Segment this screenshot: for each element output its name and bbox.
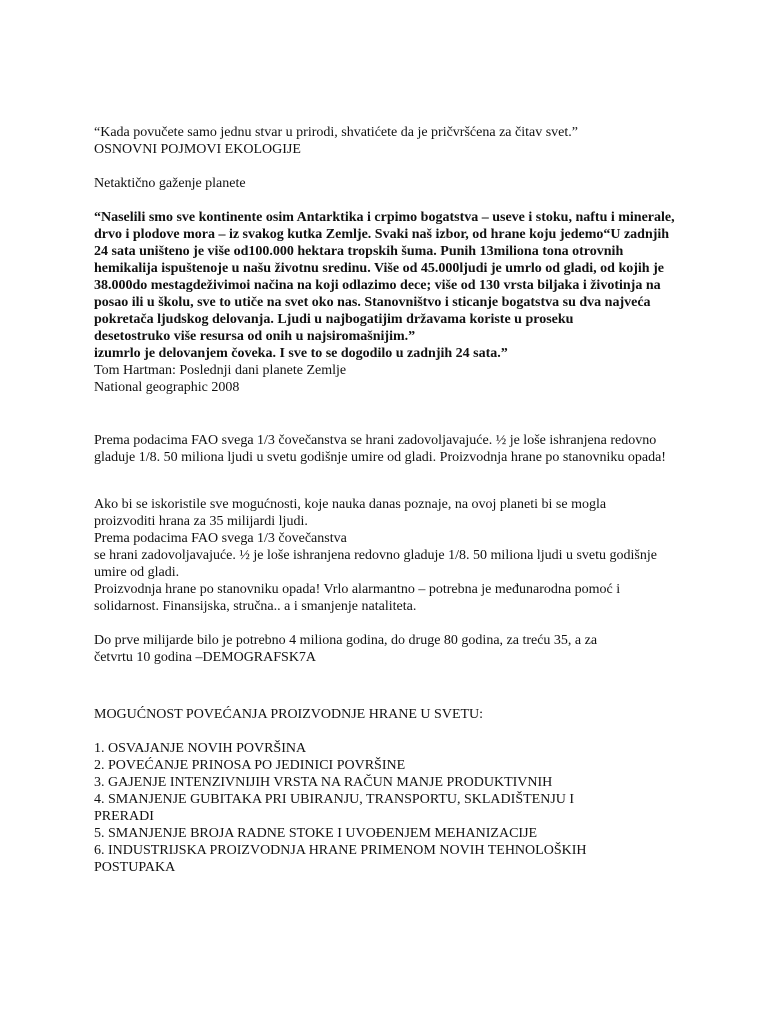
paragraph-line: Proizvodnja hrane po stanovniku opada! Vrlo alarmantno – potrebna je međunarodna pomoć i xyxy=(94,582,621,597)
paragraph-line: desetostruko više resursa od onih u najsiromašnijim.” xyxy=(94,329,416,344)
food-production-list xyxy=(94,740,674,876)
document-title: OSNOVNI POJMOVI EKOLOGIJE xyxy=(94,142,301,157)
list-item: POSTUPAKA xyxy=(94,860,176,875)
source-publication: National geographic 2008 xyxy=(94,380,240,395)
paragraph-line: četvrtu 10 godina –DEMOGRAFSK7A xyxy=(94,650,317,665)
list-heading: MOGUĆNOST POVEĆANJA PROIZVODNJE HRANE U SVETU: xyxy=(94,707,484,722)
document-page xyxy=(94,124,674,876)
paragraph-line: 24 sata uništeno je više od100.000 hektara tropskih šuma. Punih 13miliona tona otrovnih xyxy=(94,244,624,259)
paragraph-line: 38.000do mestagdeživimoi načina na koji odlazimo dece; više od 130 vrsta biljaka i životinja na xyxy=(94,278,661,293)
paragraph-line: Prema podacima FAO svega 1/3 čovečanstva xyxy=(94,531,347,546)
paragraph-line: drvo i plodove mora – iz svakog kutka Zemlje. Svaki naš izbor, od hrane koju jedemo“U zadnjih xyxy=(94,227,670,242)
paragraph-line: gladuje 1/8. 50 miliona ljudi u svetu godišnje umire od gladi. Proizvodnja hrane po stanovniku opada! xyxy=(94,450,666,465)
paragraph-line: Do prve milijarde bilo je potrebno 4 miliona godina, do druge 80 godina, za treću 35, a za xyxy=(94,633,598,648)
paragraph-line: izumrlo je delovanjem čoveka. I sve to se dogodilo u zadnjih 24 sata.” xyxy=(94,346,508,361)
paragraph-line: pokretača ljudskog delovanja. Ljudi u najbogatijim državama koriste u proseku xyxy=(94,312,574,327)
paragraph-line: umire od gladi. xyxy=(94,565,180,580)
opening-quote: “Kada povučete samo jednu stvar u prirodi, shvatićete da je pričvršćena za čitav svet.” xyxy=(94,125,578,140)
paragraph-line: Prema podacima FAO svega 1/3 čovečanstva se hrani zadovoljavajuće. ½ je loše ishranjena redovno xyxy=(94,433,657,448)
source-author: Tom Hartman: Poslednji dani planete Zemlje xyxy=(94,363,347,378)
paragraph-line: solidarnost. Finansijska, stručna.. a i smanjenje nataliteta. xyxy=(94,599,417,614)
paragraph-line: proizvoditi hrana za 35 milijardi ljudi. xyxy=(94,514,308,529)
paragraph-line: “Naselili smo sve kontinente osim Antarktika i crpimo bogatstva – useve i stoku, naftu i minerale, xyxy=(94,210,675,225)
list-item: 6. INDUSTRIJSKA PROIZVODNJA HRANE PRIMENOM NOVIH TEHNOLOŠKIH xyxy=(94,843,587,858)
list-item: 2. POVEĆANJE PRINOSA PO JEDINICI POVRŠINE xyxy=(94,758,406,773)
bold-quote-paragraph xyxy=(94,209,674,362)
list-item: 3. GAJENJE INTENZIVNIJIH VRSTA NA RAČUN MANJE PRODUKTIVNIH xyxy=(94,775,553,790)
paragraph-line: Ako bi se iskoristile sve mogućnosti, koje nauka danas poznaje, na ovoj planeti bi se mogla xyxy=(94,497,607,512)
list-item: 4. SMANJENJE GUBITAKA PRI UBIRANJU, TRANSPORTU, SKLADIŠTENJU I xyxy=(94,792,575,807)
paragraph-line: se hrani zadovoljavajuće. ½ je loše ishranjena redovno gladuje 1/8. 50 miliona ljudi u svetu godišnje xyxy=(94,548,657,563)
paragraph-line: posao ili u školu, sve to utiče na svet oko nas. Stanovništvo i sticanje bogatstva su dva najveća xyxy=(94,295,651,310)
demographic-paragraph xyxy=(94,632,674,666)
science-paragraph xyxy=(94,496,674,615)
list-item: PRERADI xyxy=(94,809,154,824)
list-item: 5. SMANJENJE BROJA RADNE STOKE I UVOĐENJEM MEHANIZACIJE xyxy=(94,826,538,841)
document-subtitle: Netaktično gaženje planete xyxy=(94,176,246,191)
paragraph-line: hemikalija ispuštenoje u našu životnu sredinu. Više od 45.000ljudi je umrlo od gladi, od kojih je xyxy=(94,261,664,276)
list-item: 1. OSVAJANJE NOVIH POVRŠINA xyxy=(94,741,307,756)
fao-paragraph xyxy=(94,432,674,466)
